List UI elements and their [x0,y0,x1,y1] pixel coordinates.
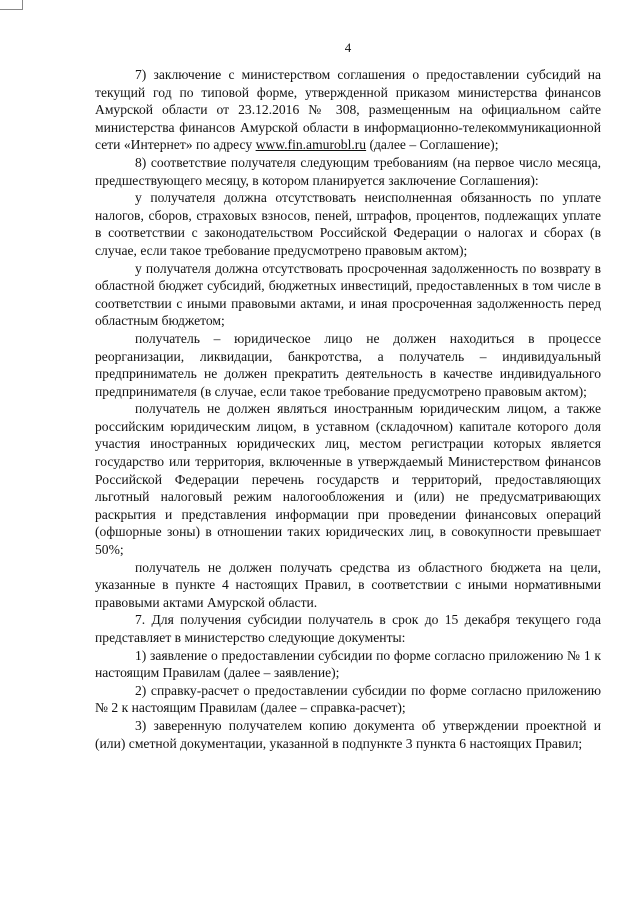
scan-corner-mark [0,0,23,10]
paragraph-p11 [95,717,601,752]
paragraph-text: получатель – юридическое лицо не должен находиться в процессе реорганизации, ликвидации, банкротства, а получатель – индивидуальный предприниматель не должен прекратить деятельность в качестве индивидуального предпринимателя (в случае, если такое требование предусмотрено правовым актом); [95,330,601,399]
paragraph-text: (далее – Соглашение); [366,137,499,153]
paragraph-text: получатель не должен являться иностранным юридическим лицом, а также российским юридическим лицом, в уставном (складочном) капитале которого доля участия иностранных юридических лиц, местом регистрации которых является государство или территория, включенные в утверждаемый Министерством финансов Российской Федерации перечень государств и территорий, предоставляющих льготный налоговый режим налогообложения и (или) не предусматривающих раскрытия и представления информации при проведении финансовых операций (офшорные зоны) в отношении таких юридических лиц, в совокупности превышает 50%; [95,401,601,558]
paragraph-text: получатель не должен получать средства из областного бюджета на цели, указанные в пункте 4 настоящих Правил, в соответствии с иными нормативными правовыми актами Амурской области. [95,559,601,610]
paragraph-p4 [95,260,601,330]
paragraph-p8 [95,611,601,646]
paragraph-text: 8) соответствие получателя следующим требованиям (на первое число месяца, предшествующего месяцу, в котором планируется заключение Соглашения): [95,154,601,188]
paragraph-p3 [95,189,601,259]
website-link[interactable]: www.fin.amurobl.ru [255,137,367,153]
paragraph-p1 [95,66,601,154]
paragraph-p7 [95,559,601,612]
paragraph-text: у получателя должна отсутствовать неисполненная обязанность по уплате налогов, сборов, страховых взносов, пеней, штрафов, процентов, подлежащих уплате в соответствии с законодательством Российской Федерации о налогах и сборах (в случае, если такое требование предусмотрено правовым актом); [95,190,601,258]
paragraph-p9 [95,647,601,682]
paragraph-text: 7. Для получения субсидии получатель в срок до 15 декабря текущего года представляет в министерство следующие документы: [95,612,601,645]
paragraph-p6 [95,400,601,558]
paragraph-p5 [95,330,601,400]
paragraph-text: 1) заявление о предоставлении субсидии по форме согласно приложению № 1 к настоящим Правилам (далее – заявление); [95,647,601,681]
paragraph-text: 3) заверенную получателем копию документа об утверждении проектной и (или) сметной документации, указанной в подпункте 3 пункта 6 настоящих Правил; [95,717,601,751]
paragraph-text: 7) заключение с министерством соглашения о предоставлении субсидий на текущий год по типовой форме, утвержденной приказом министерства финансов Амурской области от 23.12.2016 № 308, размещенным на официальном сайте министерства финансов Амурской области в информационно-телекоммуникационной сети «Интернет» по адресу [95,67,601,153]
page-number: 4 [344,40,352,55]
paragraph-p2 [95,154,601,189]
paragraph-text: 2) справку-расчет о предоставлении субсидии по форме согласно приложению № 2 к настоящим Правилам (далее – справка-расчет); [95,682,601,716]
paragraph-p10 [95,682,601,717]
paragraph-text: у получателя должна отсутствовать просроченная задолженность по возврату в областной бюджет субсидий, бюджетных инвестиций, предоставленных в том числе в соответствии с иными правовыми актами, и иная просроченная задолженность перед областным бюджетом; [95,260,601,329]
document-body [95,66,601,752]
